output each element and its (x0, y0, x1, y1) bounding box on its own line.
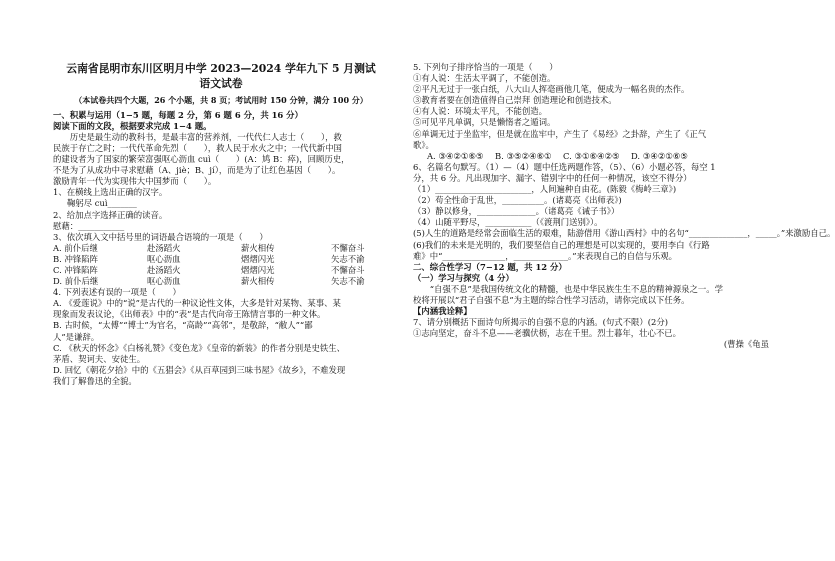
q5-line: ①有人说：生活太平调了，不能创造。 (413, 73, 556, 84)
question-5-sentences (413, 73, 769, 151)
q4-line: A. 《爱莲说》中的“说”是古代的一种议论性文体，大多是针对某物、某事、某 (53, 298, 341, 309)
activity-intro (413, 284, 769, 306)
option-cell: 矢志不渝 (331, 276, 365, 287)
q4-line: 我们了解鲁迅的全貌。 (53, 375, 137, 386)
q5-line: ③教育者要在创造值得自己崇拜 创造理论和创造技术。 (413, 95, 617, 106)
passage-line: 不是为了从成功中寻求慰藉（A、jiè；B、jí），而是为了让红色基因（ ）。 (53, 165, 341, 176)
question-5: 5. 下列句子排序恰当的一项是（ ） (413, 62, 558, 72)
passage (53, 132, 389, 187)
question-3: 3、依次填入文中括号里的词语最合语境的一项是（ ） (53, 231, 268, 242)
passage-line: 历史是最生动的教科书，是最丰富的营养剂，一代代仁人志士（ ），救 (53, 131, 342, 142)
exam-subtitle: 语文试卷 (199, 76, 243, 90)
q6-item: (5)人生的道路是经常会面临生活的艰难，陆游借用《游山西村》中的名句“______________，_____。”来激励自己。 (413, 228, 835, 239)
q5-line: 歌》。 (413, 139, 434, 150)
q5-line: ②平凡无过于一张白纸，八大山人挥毫画他几笔，便成为一幅名贵的杰作。 (413, 84, 690, 95)
left-column (53, 0, 389, 387)
option-row (53, 276, 389, 287)
option-cell: B. 冲锋陷阵 (53, 253, 98, 264)
question-4-options (53, 298, 389, 387)
q5-line: ④有人说：环境太平凡，不能创造。 (413, 106, 547, 117)
exam-title: 云南省昆明市东川区明月中学 2023—2024 学年九下 5 月测试 (66, 62, 376, 75)
q4-line: 人”是谦辞。 (53, 331, 100, 342)
question-7: 7、请分别概括下面诗句所揭示的自强不息的内涵。(句式不限）(2分) (413, 317, 668, 328)
q6-item: 难》中“_______________，_____________。”来表现自己的自信与乐观。 (413, 250, 677, 261)
q6-item: （1）_______________________，人间遍种自由花。(陈毅《梅岭三章》) (413, 184, 677, 195)
option-cell: 呕心沥血 (147, 276, 181, 287)
q6-item: （2）苟全性命于乱世，__________。(诸葛亮《出师表》) (413, 195, 622, 206)
q6-item: (6)我们的未来是光明的，我们要坚信自己的理想是可以实现的，要用李白《行路 (413, 239, 710, 250)
subsection-label: 【内涵我诠释】 (413, 306, 472, 317)
question-7-source: (曹操《龟虽 (723, 339, 769, 350)
option-cell: 不懈奋斗 (331, 264, 365, 275)
question-3-options (53, 243, 389, 287)
subsection-heading: （一）学习与探究（4 分） (413, 272, 514, 283)
q4-line: B. 古时候，“太傅”“博士”为官名，“高龄”“高邻”，是敬辞，“敝人”“鄙 (53, 320, 313, 331)
option-cell: 赴汤蹈火 (147, 264, 181, 275)
option-cell: 熠熠闪光 (241, 264, 275, 275)
exam-note: （本试卷共四个大题，26 个小题，共 8 页；考试用时 150 分钟，满分 100 分） (74, 95, 368, 106)
passage-line: 的建设者为了国家的繁荣富强呕心沥血 cuì（ ）(A：鸠 B：瘁)，回顾历史， (53, 154, 350, 165)
option-cell: 呕心沥血 (147, 253, 181, 264)
option-cell: A. ③④②①⑥⑤ (427, 150, 484, 161)
question-5-options (413, 151, 769, 162)
option-cell: 赴汤蹈火 (147, 242, 181, 253)
q4-line: D. 回忆《朝花夕拾》中的《五猖会》《从百草园到三味书屋》《故乡》，不难发现 (53, 364, 346, 375)
option-cell: C. ③①⑥④②⑤ (563, 150, 620, 161)
question-1: 1、在横线上选出正确的汉字。 (53, 187, 168, 198)
option-row (53, 243, 389, 254)
option-cell: D. ③④②①⑥⑤ (631, 150, 688, 161)
passage-line: 激励青年一代为实现伟大中国梦而（ ）。 (53, 176, 217, 187)
option-row (53, 254, 389, 265)
question-6-items (413, 184, 835, 262)
reading-instruction: 阅读下面的文段，根据要求完成 1−4 题。 (53, 120, 212, 131)
q6-line: 分，共 6 分。凡出现加字、漏字、错别字中的任何一种情况，该空不得分） (413, 172, 692, 183)
section-one-heading: 一、积累与运用（1−5 题，每题 2 分，第 6 题 6 分，共 16 分） (53, 109, 303, 120)
question-2-blank: 慰藉：___________ (53, 220, 125, 231)
question-1-blank: 鞠躬尽 cuì_______ (67, 198, 137, 209)
intro-line: “自强不息”是我国传统文化的精髓，也是中华民族生生不息的精神源泉之一。学 (413, 283, 724, 294)
option-row (53, 265, 389, 276)
section-two-heading: 二、综合性学习（7−12 题，共 12 分） (413, 261, 567, 272)
option-cell: 薪火相传 (241, 276, 275, 287)
q6-line: 6、名篇名句默写。（1）—（4）题中任选两题作答，（5）、（6）小题必答，每空 1 (413, 161, 716, 172)
question-2: 2、给加点字选择正确的读音。 (53, 209, 168, 220)
intro-line: 校将开展以“君子自强不息”为主题的综合性学习活动，请你完成以下任务。 (413, 294, 690, 305)
option-cell: 熠熠闪光 (241, 253, 275, 264)
option-cell: 薪火相传 (241, 242, 275, 253)
option-cell: B. ③⑤②④⑥① (495, 150, 552, 161)
passage-line: 民族于存亡之时；一代代革命先烈（ ），救人民于水火之中；一代代新中国 (53, 142, 342, 153)
q5-line: ⑤可见平凡单调，只是懒惰者之遁词。 (413, 117, 556, 128)
q6-item: （4）山随平野尽，___________（《渡荆门送别》）。 (413, 217, 603, 228)
q4-line: 现象而发表议论，《出师表》中的“表”是古代向帝王陈情言事的一种文体。 (53, 309, 326, 320)
option-cell: 不懈奋斗 (331, 242, 365, 253)
question-7-example: ①志向坚定，奋斗不息——老骥伏枥，志在千里。烈士暮年，壮心不已。 (413, 328, 681, 339)
q4-line: 茅盾、契诃夫、安徒生。 (53, 353, 146, 364)
q6-item: （3）静以修身，______________。（诸葛亮《诫子书》） (413, 206, 620, 217)
question-6 (413, 162, 769, 184)
option-cell: 矢志不渝 (331, 253, 365, 264)
question-4: 4. 下列表述有误的一项是（ ） (53, 287, 181, 298)
option-cell: D. 前仆后继 (53, 276, 99, 287)
option-cell: A. 前仆后继 (53, 242, 98, 253)
q4-line: C. 《秋天的怀念》《白杨礼赞》《变色龙》《皇帝的新装》的作者分别是史铁生、 (53, 342, 345, 353)
right-column (413, 0, 835, 350)
q5-line: ⑥单调无过于坐监牢，但是就在监牢中，产生了《易经》之卦辞，产生了《正气 (413, 128, 707, 139)
option-cell: C. 冲锋陷阵 (53, 264, 98, 275)
